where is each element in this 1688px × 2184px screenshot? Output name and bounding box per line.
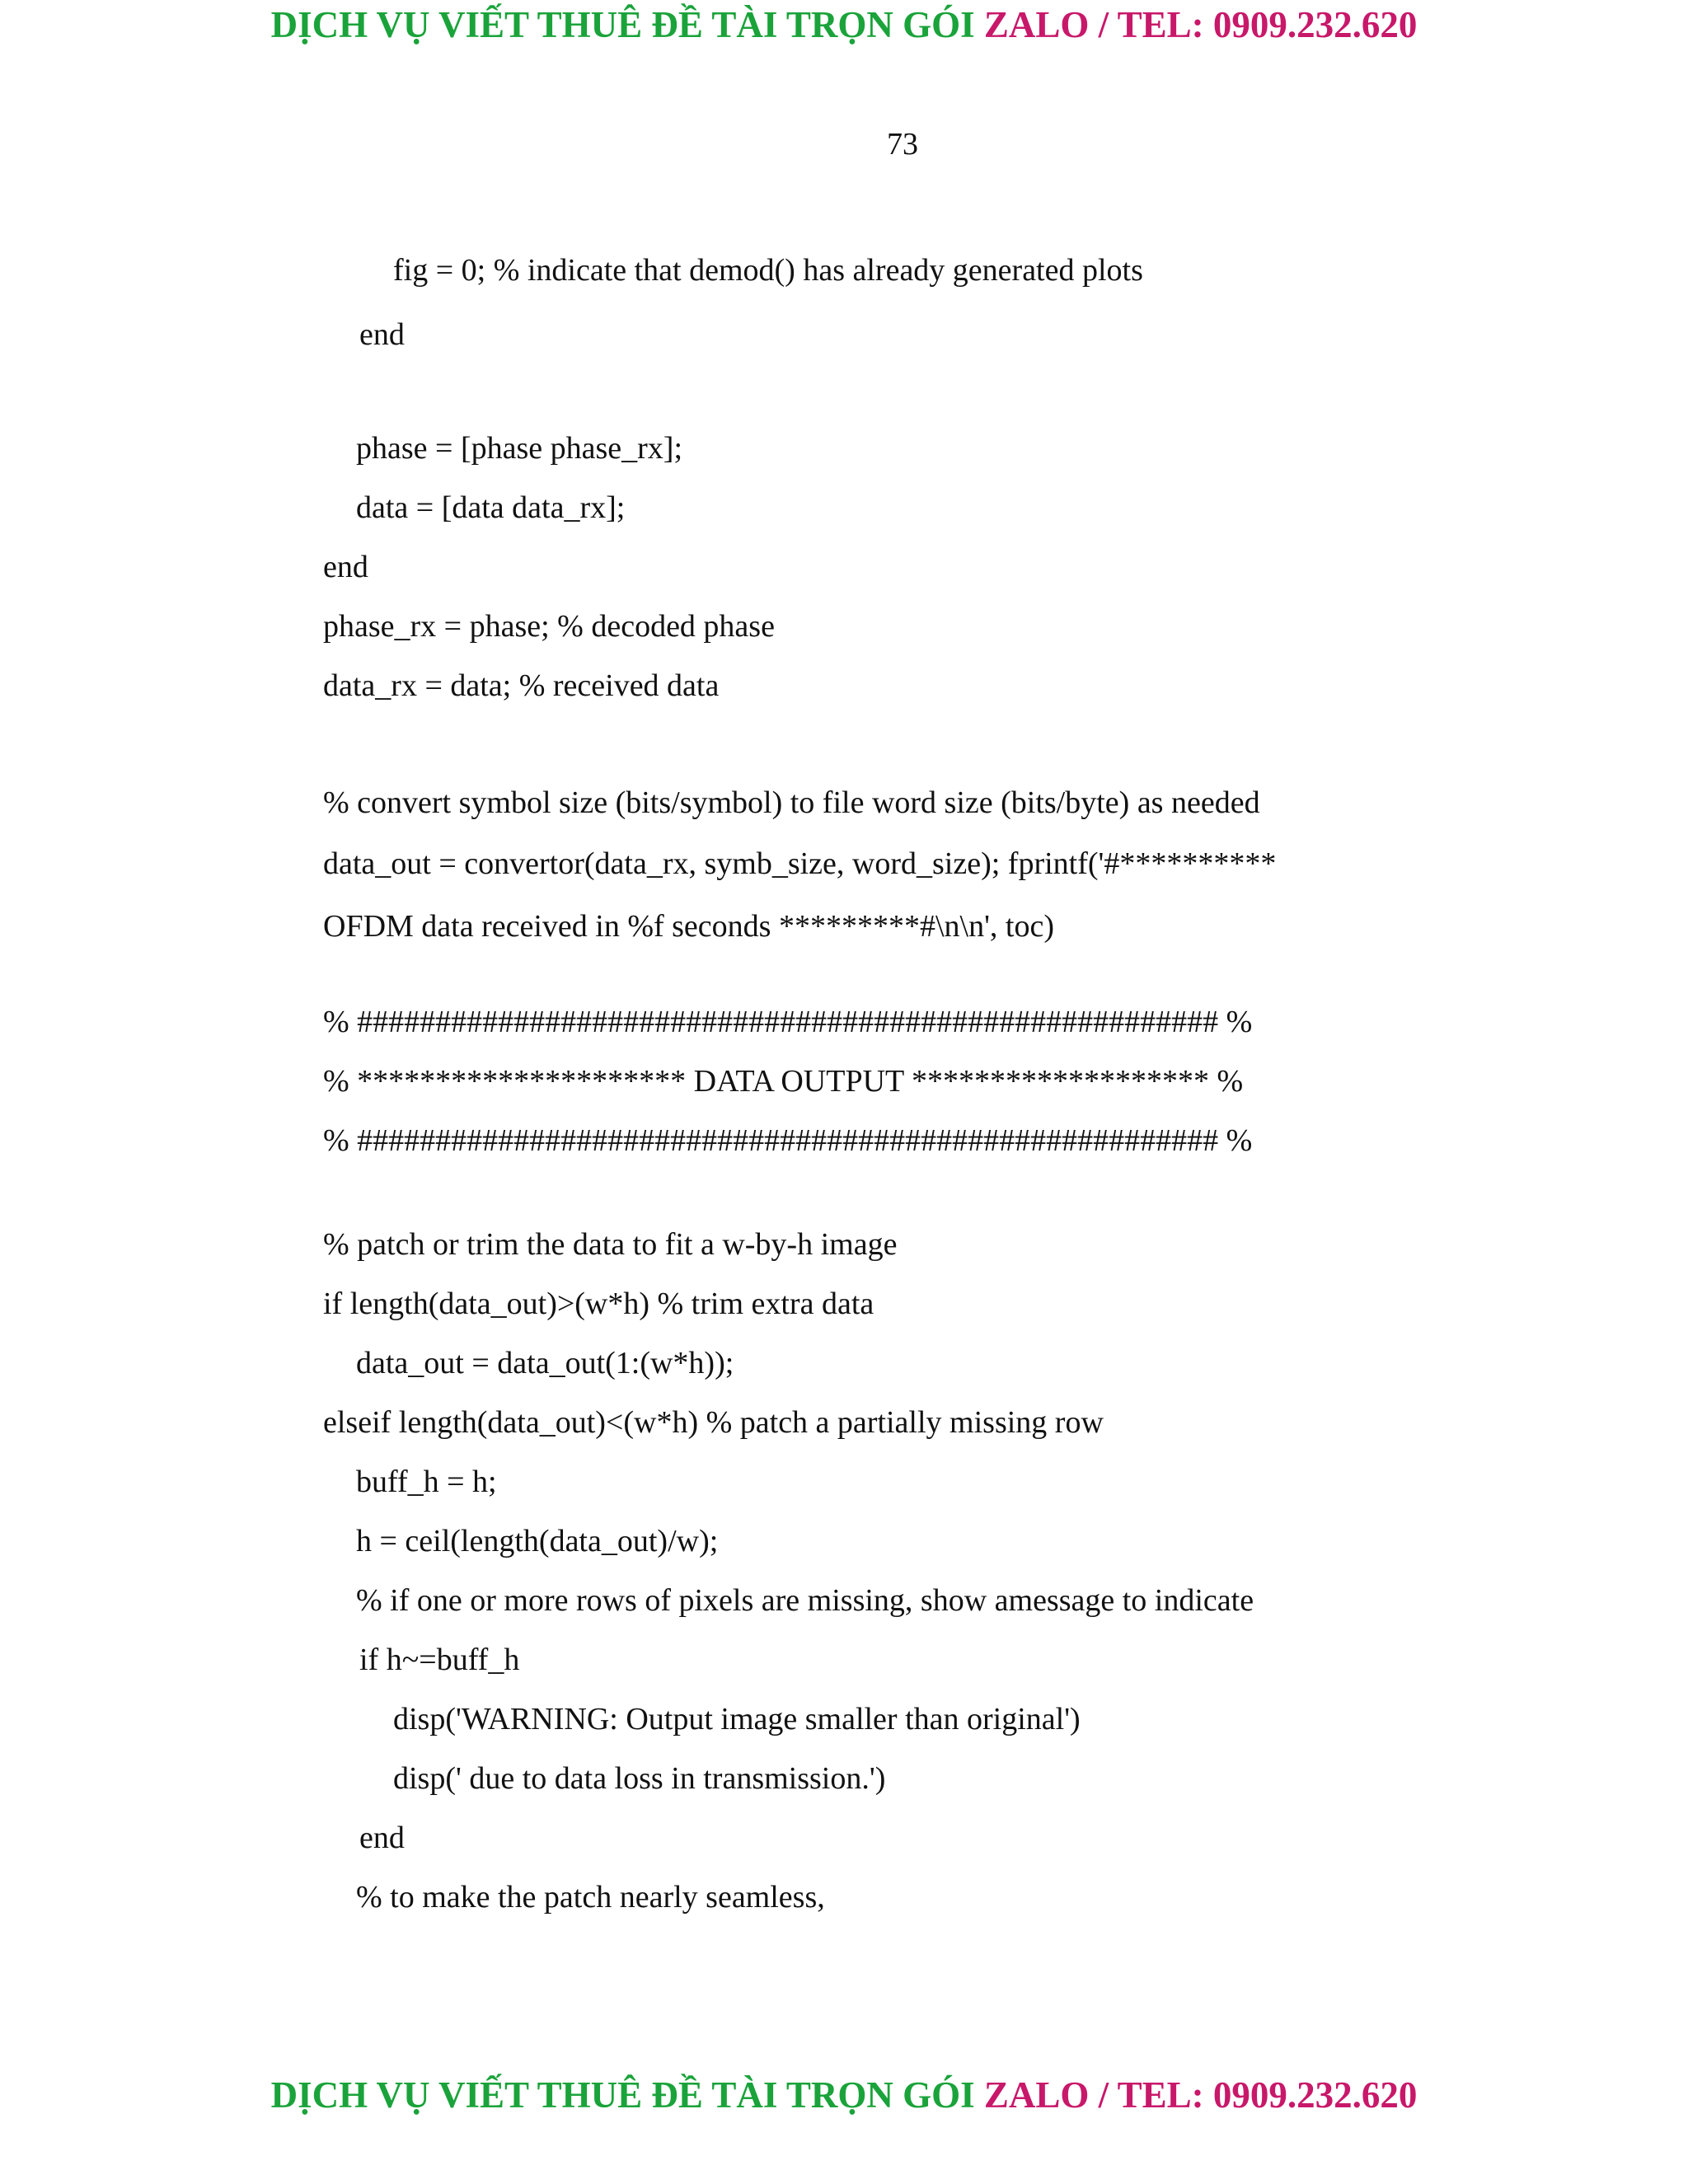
banner-contact-text: ZALO / TEL: 0909.232.620 [983,4,1418,45]
code-line: if length(data_out)>(w*h) % trim extra data [323,1286,874,1321]
code-line: phase = [phase phase_rx]; [356,431,683,466]
code-line: % to make the patch nearly seamless, [356,1880,825,1915]
banner-service-text: DỊCH VỤ VIẾT THUÊ ĐỀ TÀI TRỌN GÓI [270,4,975,45]
banner-contact-text: ZALO / TEL: 0909.232.620 [983,2074,1418,2116]
code-line: % convert symbol size (bits/symbol) to file word size (bits/byte) as needed [323,785,1260,820]
code-line: data_rx = data; % received data [323,668,720,703]
code-line: disp('WARNING: Output image smaller than original') [393,1702,1081,1736]
code-line: % if one or more rows of pixels are missing, show amessage to indicate [356,1583,1254,1618]
code-line: elseif length(data_out)<(w*h) % patch a partially missing row [323,1405,1104,1440]
code-line: end [359,1821,405,1855]
code-line: h = ceil(length(data_out)/w); [356,1524,719,1558]
header-banner [0,2,1688,48]
code-line: % ####################################################### % [323,1005,1253,1039]
code-line: OFDM data received in %f seconds *********#\n\n', toc) [323,909,1054,944]
code-line: if h~=buff_h [359,1643,520,1677]
code-line: phase_rx = phase; % decoded phase [323,609,775,644]
banner-service-text: DỊCH VỤ VIẾT THUÊ ĐỀ TÀI TRỌN GÓI [270,2074,975,2116]
footer-banner [0,2072,1688,2118]
code-line: % patch or trim the data to fit a w-by-h image [323,1227,898,1262]
code-line: disp(' due to data loss in transmission.') [393,1761,886,1796]
code-line: fig = 0; % indicate that demod() has already generated plots [393,253,1143,288]
code-line: % ####################################################### % [323,1123,1253,1158]
code-line: data = [data data_rx]; [356,490,626,525]
code-line: buff_h = h; [356,1465,497,1499]
code-line: data_out = data_out(1:(w*h)); [356,1346,734,1380]
code-line: end [323,550,368,584]
code-line: % ********************* DATA OUTPUT ******************* % [323,1064,1244,1099]
page-number: 73 [887,127,918,162]
code-line: data_out = convertor(data_rx, symb_size, word_size); fprintf('#********** [323,846,1277,881]
code-line: end [359,317,405,352]
